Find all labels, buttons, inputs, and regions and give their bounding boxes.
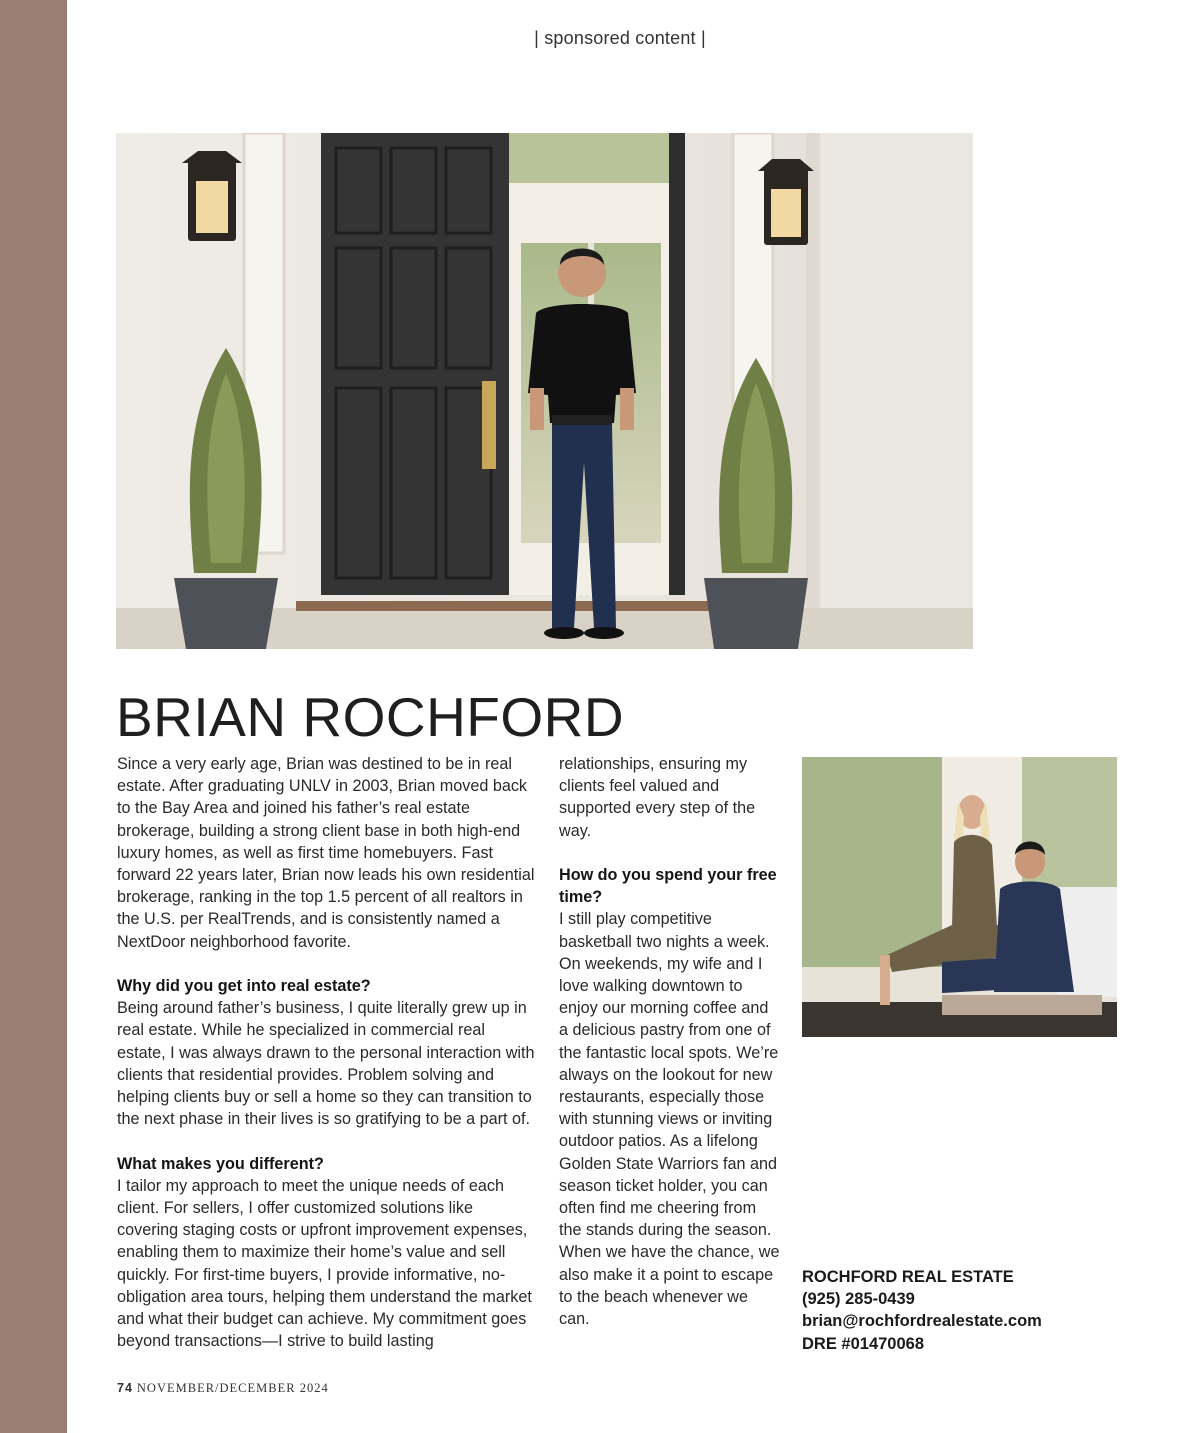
question-heading: What makes you different? xyxy=(117,1154,324,1173)
continued-paragraph: relationships, ensuring my clients feel valued and supported every step of the way. xyxy=(559,755,756,840)
page-number: 74 xyxy=(117,1381,133,1395)
phone-number: (925) 285-0439 xyxy=(802,1290,915,1309)
hero-photo xyxy=(116,133,973,649)
question-heading: How do you spend your free time? xyxy=(559,866,777,907)
question-heading: Why did you get into real estate? xyxy=(117,977,371,996)
license-number: DRE #01470068 xyxy=(802,1334,925,1353)
article-column-2 xyxy=(559,753,781,1330)
answer-paragraph: I still play competitive basketball two nights a week. On weekends, my wife and I love walking downtown to enjoy our morning coffee and a delicious pastry from one of the fantastic local spots. We’re always on the lookout for new restaurants, especially those with stunning views or inviting outdoor patios. As a lifelong Golden State Warriors fan and season ticket holder, you can often find me cheering from the stands during the season. When we have the chance, we also make it a point to escape to the beach whenever we can. xyxy=(559,910,780,1329)
issue-date: NOVEMBER/DECEMBER 2024 xyxy=(136,1381,329,1395)
answer-paragraph: I tailor my approach to meet the unique needs of each client. For sellers, I offer customized solutions like covering staging costs or upfront improvement expenses, enabling them to maximize their home’s value and sell quickly. For first-time buyers, I provide informative, no-obligation area tours, helping them understand the market and what their budget can achieve. My commitment goes beyond transactions—I strive to build lasting xyxy=(117,1176,532,1351)
answer-paragraph: Being around father’s business, I quite literally grew up in real estate. While he specialized in commercial real estate, I was always drawn to the personal interaction with clients that residential provides. Problem solving and helping clients buy or sell a home so they can transition to the next phase in their lives is so gratifying to be a part of. xyxy=(117,999,535,1129)
intro-paragraph: Since a very early age, Brian was destined to be in real estate. After graduating UNLV in 2003, Brian moved back to the Bay Area and joined his father’s real estate brokerage, building a strong client base in both high-end luxury homes, as well as first time homebuyers. Fast forward 22 years later, Brian now leads his own residential brokerage, ranking in the top 1.5 percent of all realtors in the U.S. per RealTrends, and is consistently named a NextDoor neighborhood favorite. xyxy=(117,755,535,951)
page-folio xyxy=(117,1381,329,1396)
article-column-1 xyxy=(117,753,535,1352)
hero-photo-illustration xyxy=(116,133,973,649)
company-name: ROCHFORD REAL ESTATE xyxy=(802,1268,1014,1286)
email-address: brian@rochfordrealestate.com xyxy=(802,1312,1042,1331)
couple-photo-illustration xyxy=(802,757,1117,1037)
sponsored-label: | sponsored content | xyxy=(534,28,706,48)
side-color-bar xyxy=(0,0,67,1433)
contact-block xyxy=(802,1266,1102,1355)
couple-photo xyxy=(802,757,1117,1037)
headline: BRIAN ROCHFORD xyxy=(116,686,625,748)
